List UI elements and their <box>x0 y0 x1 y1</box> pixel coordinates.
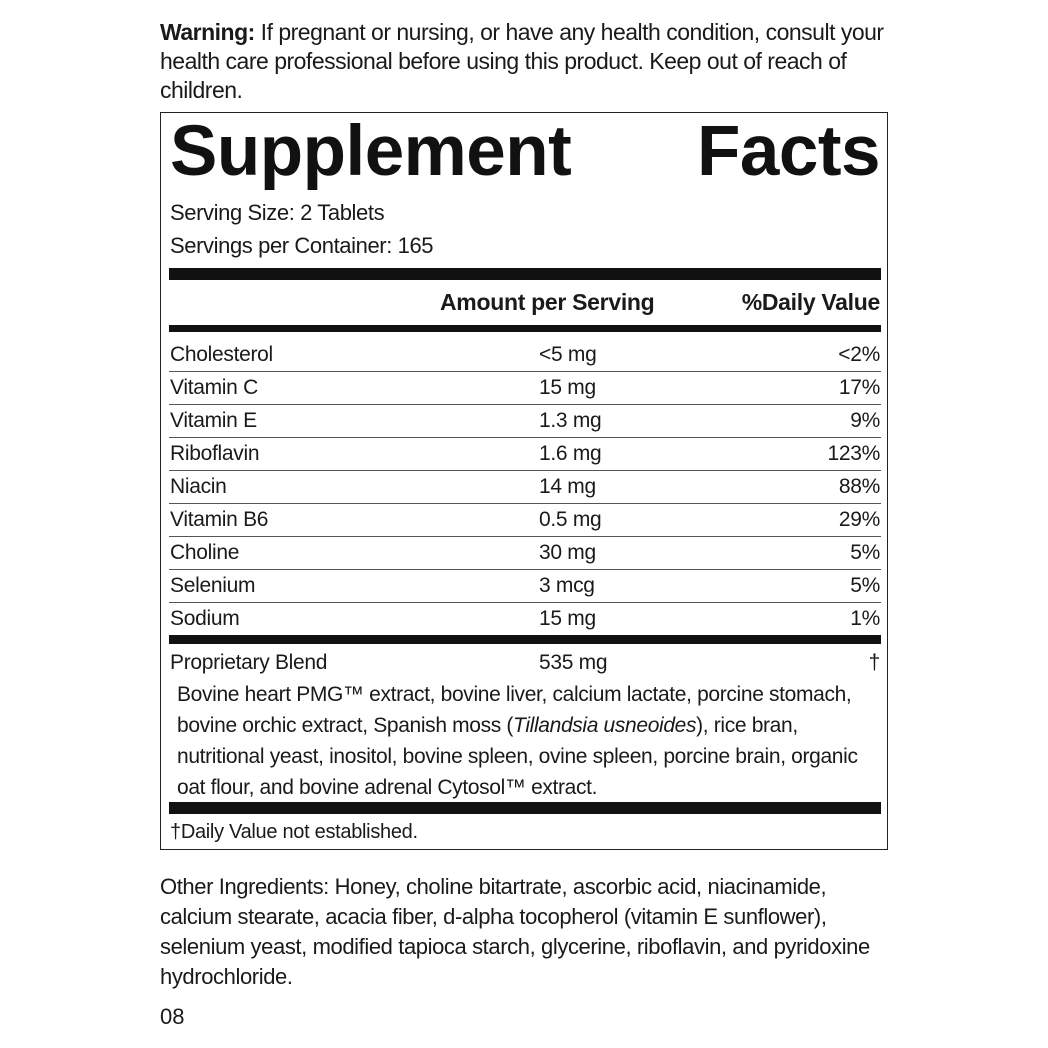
nutrient-amount: 30 mg <box>539 541 596 564</box>
divider-medium <box>169 325 881 332</box>
nutrient-dv: 123% <box>827 442 880 465</box>
nutrient-dv: 88% <box>838 475 880 498</box>
nutrient-dv: 17% <box>838 376 880 399</box>
facts-title-right: Facts <box>697 112 880 191</box>
nutrient-amount: 15 mg <box>539 376 596 399</box>
nutrient-name: Vitamin B6 <box>170 508 269 531</box>
divider-thick <box>169 268 881 280</box>
nutrient-amount: 1.6 mg <box>539 442 602 465</box>
nutrient-dv: <2% <box>838 343 880 366</box>
divider-thick <box>169 802 881 814</box>
blend-text-italic: Tillandsia usneoides <box>513 714 697 737</box>
nutrient-amount: <5 mg <box>539 343 597 366</box>
blend-dv: † <box>868 651 880 674</box>
blend-name: Proprietary Blend <box>170 651 328 674</box>
nutrient-name: Choline <box>170 541 240 564</box>
nutrient-row <box>170 404 880 437</box>
nutrient-amount: 3 mcg <box>539 574 595 597</box>
other-ingredients: Other Ingredients: Honey, choline bitartrate, ascorbic acid, niacinamide, calcium stearate, acacia fiber, d-alpha tocopherol (vitamin E sunflower), selenium yeast, modified tapioca starch, glycerine, riboflavin, and pyridoxine hydrochloride. <box>160 874 870 989</box>
blend-amount: 535 mg <box>539 651 608 674</box>
nutrient-row <box>170 602 880 635</box>
nutrient-row <box>170 371 880 404</box>
blend-text-part2: ), rice bran, nutritional yeast, inositol, bovine spleen, ovine spleen, porcine brain, organic oat flour, and bovine adrenal Cytosol™ extract. <box>177 714 858 799</box>
nutrient-dv: 5% <box>850 574 880 597</box>
nutrient-dv: 5% <box>850 541 880 564</box>
serving-size: Serving Size: 2 Tablets <box>170 200 385 225</box>
nutrient-name: Cholesterol <box>170 343 273 366</box>
blend-text-part1: Bovine heart PMG™ extract, bovine liver, calcium lactate, porcine stomach, bovine orchic extract, Spanish moss ( <box>177 683 852 737</box>
servings-per-container: Servings per Container: 165 <box>170 233 434 258</box>
nutrient-name: Niacin <box>170 475 227 498</box>
blend-ingredients <box>177 679 877 803</box>
nutrient-row <box>170 338 880 371</box>
label-code: 08 <box>160 1004 185 1029</box>
nutrient-name: Selenium <box>170 574 256 597</box>
nutrient-amount: 14 mg <box>539 475 596 498</box>
nutrient-name: Vitamin C <box>170 376 258 399</box>
divider-medium <box>169 635 881 644</box>
warning-label: Warning: <box>160 19 255 45</box>
column-header-daily-value: %Daily Value <box>741 289 880 315</box>
nutrient-row <box>170 503 880 536</box>
nutrient-row <box>170 437 880 470</box>
nutrient-name: Riboflavin <box>170 442 260 465</box>
nutrient-name: Vitamin E <box>170 409 257 432</box>
nutrient-dv: 9% <box>850 409 880 432</box>
nutrient-row <box>170 569 880 602</box>
column-header-amount: Amount per Serving <box>440 289 655 315</box>
nutrient-amount: 1.3 mg <box>539 409 602 432</box>
footnote: †Daily Value not established. <box>170 821 418 843</box>
nutrient-row <box>170 470 880 503</box>
warning-body: If pregnant or nursing, or have any health condition, consult your health care professional before using this product. Keep out of reach of children. <box>160 19 884 103</box>
nutrient-amount: 15 mg <box>539 607 596 630</box>
facts-title <box>170 112 880 192</box>
nutrient-amount: 0.5 mg <box>539 508 602 531</box>
nutrient-dv: 29% <box>838 508 880 531</box>
warning-text <box>160 18 890 105</box>
nutrient-name: Sodium <box>170 607 240 630</box>
nutrient-row <box>170 536 880 569</box>
blend-row <box>170 646 880 679</box>
nutrient-dv: 1% <box>850 607 880 630</box>
facts-title-left: Supplement <box>170 112 572 191</box>
